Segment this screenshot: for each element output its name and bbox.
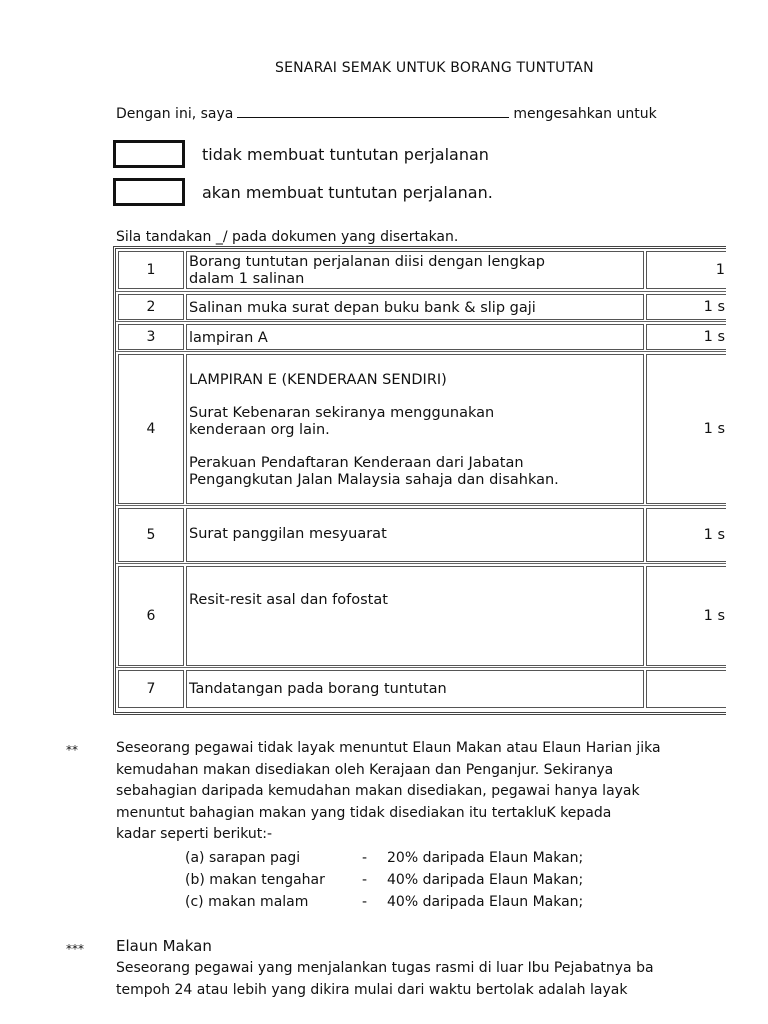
meal-allowance-note	[116, 738, 726, 846]
row-description: Surat panggilan mesyuarat	[186, 508, 644, 562]
rate-value: 40% daripada Elaun Makan;	[387, 872, 584, 888]
name-blank-field[interactable]	[237, 103, 509, 118]
rate-label: (b) makan tengahar	[185, 872, 325, 888]
row-quantity	[646, 670, 726, 708]
row-description-line: dalam 1 salinan	[189, 271, 305, 287]
rate-value: 40% daripada Elaun Makan;	[387, 894, 584, 910]
rate-dash: -	[362, 850, 368, 866]
row-quantity: 1 s	[646, 566, 726, 666]
table-row	[116, 563, 726, 668]
declaration-prefix: Dengan ini, saya	[116, 106, 234, 122]
note-line: kadar seperti berikut:-	[116, 826, 273, 842]
table-row	[116, 291, 726, 322]
row-description	[186, 354, 644, 504]
row-number: 5	[118, 508, 184, 562]
table-row	[116, 321, 726, 352]
row-number: 1	[118, 251, 184, 289]
meal-allowance-definition	[116, 958, 726, 1001]
declaration-line	[116, 103, 657, 122]
rate-label: (c) makan malam	[185, 894, 309, 910]
note-line: sebahagian daripada kemudahan makan disediakan, pegawai hanya layak	[116, 783, 640, 799]
document-title: SENARAI SEMAK UNTUK BORANG TUNTUTAN	[275, 60, 594, 76]
note-line: Seseorang pegawai yang menjalankan tugas rasmi di luar Ibu Pejabatnya ba	[116, 960, 654, 976]
table-row	[116, 667, 726, 710]
row-description: lampiran A	[186, 324, 644, 350]
row-description-line: kenderaan org lain.	[189, 422, 330, 438]
rate-dash: -	[362, 894, 368, 910]
row-description-line: Pengangkutan Jalan Malaysia sahaja dan disahkan.	[189, 472, 559, 488]
note-marker: **	[66, 743, 78, 757]
note-line: menuntut bahagian makan yang tidak disediakan itu tertakluK kepada	[116, 804, 612, 821]
checkbox-claim[interactable]	[113, 178, 185, 206]
row-quantity: 1 s	[646, 294, 726, 320]
row-description-line: Surat Kebenaran sekiranya menggunakan	[189, 405, 495, 421]
note-marker: ***	[66, 942, 84, 956]
note-line: kemudahan makan disediakan oleh Kerajaan dan Penganjur. Sekiranya	[116, 761, 614, 778]
table-row	[116, 351, 726, 506]
row-description-line: LAMPIRAN E (KENDERAAN SENDIRI)	[189, 372, 447, 388]
row-description	[186, 251, 644, 289]
rate-dash: -	[362, 872, 368, 888]
option-no-claim-label: tidak membuat tuntutan perjalanan	[202, 145, 489, 164]
row-description: Tandatangan pada borang tuntutan	[186, 670, 644, 708]
table-row	[116, 249, 726, 291]
declaration-suffix: mengesahkan untuk	[513, 106, 657, 122]
row-description-line: Perakuan Pendaftaran Kenderaan dari Jabatan	[189, 455, 524, 471]
note-line: tempoh 24 atau lebih yang dikira mulai dari waktu bertolak adalah layak	[116, 981, 628, 998]
checkbox-no-claim[interactable]	[113, 140, 185, 168]
row-number: 6	[118, 566, 184, 666]
row-description-line: Borang tuntutan perjalanan diisi dengan lengkap	[189, 254, 546, 270]
instruction-text: Sila tandakan _/ pada dokumen yang disertakan.	[116, 229, 459, 245]
table-row	[116, 505, 726, 564]
option-claim-label: akan membuat tuntutan perjalanan.	[202, 183, 493, 202]
row-quantity: 1	[646, 251, 726, 289]
section-heading: Elaun Makan	[116, 937, 212, 955]
row-quantity: 1 s	[646, 508, 726, 562]
row-number: 7	[118, 670, 184, 708]
row-number: 3	[118, 324, 184, 350]
row-description: Resit-resit asal dan fofostat	[186, 566, 644, 666]
row-quantity: 1 s	[646, 354, 726, 504]
row-description: Salinan muka surat depan buku bank & slip gaji	[186, 294, 644, 320]
rate-value: 20% daripada Elaun Makan;	[387, 850, 584, 866]
rate-label: (a) sarapan pagi	[185, 850, 301, 866]
row-quantity: 1 s	[646, 324, 726, 350]
note-line: Seseorang pegawai tidak layak menuntut Elaun Makan atau Elaun Harian jika	[116, 740, 661, 756]
row-number: 4	[118, 354, 184, 504]
row-number: 2	[118, 294, 184, 320]
checklist-table	[113, 246, 726, 715]
